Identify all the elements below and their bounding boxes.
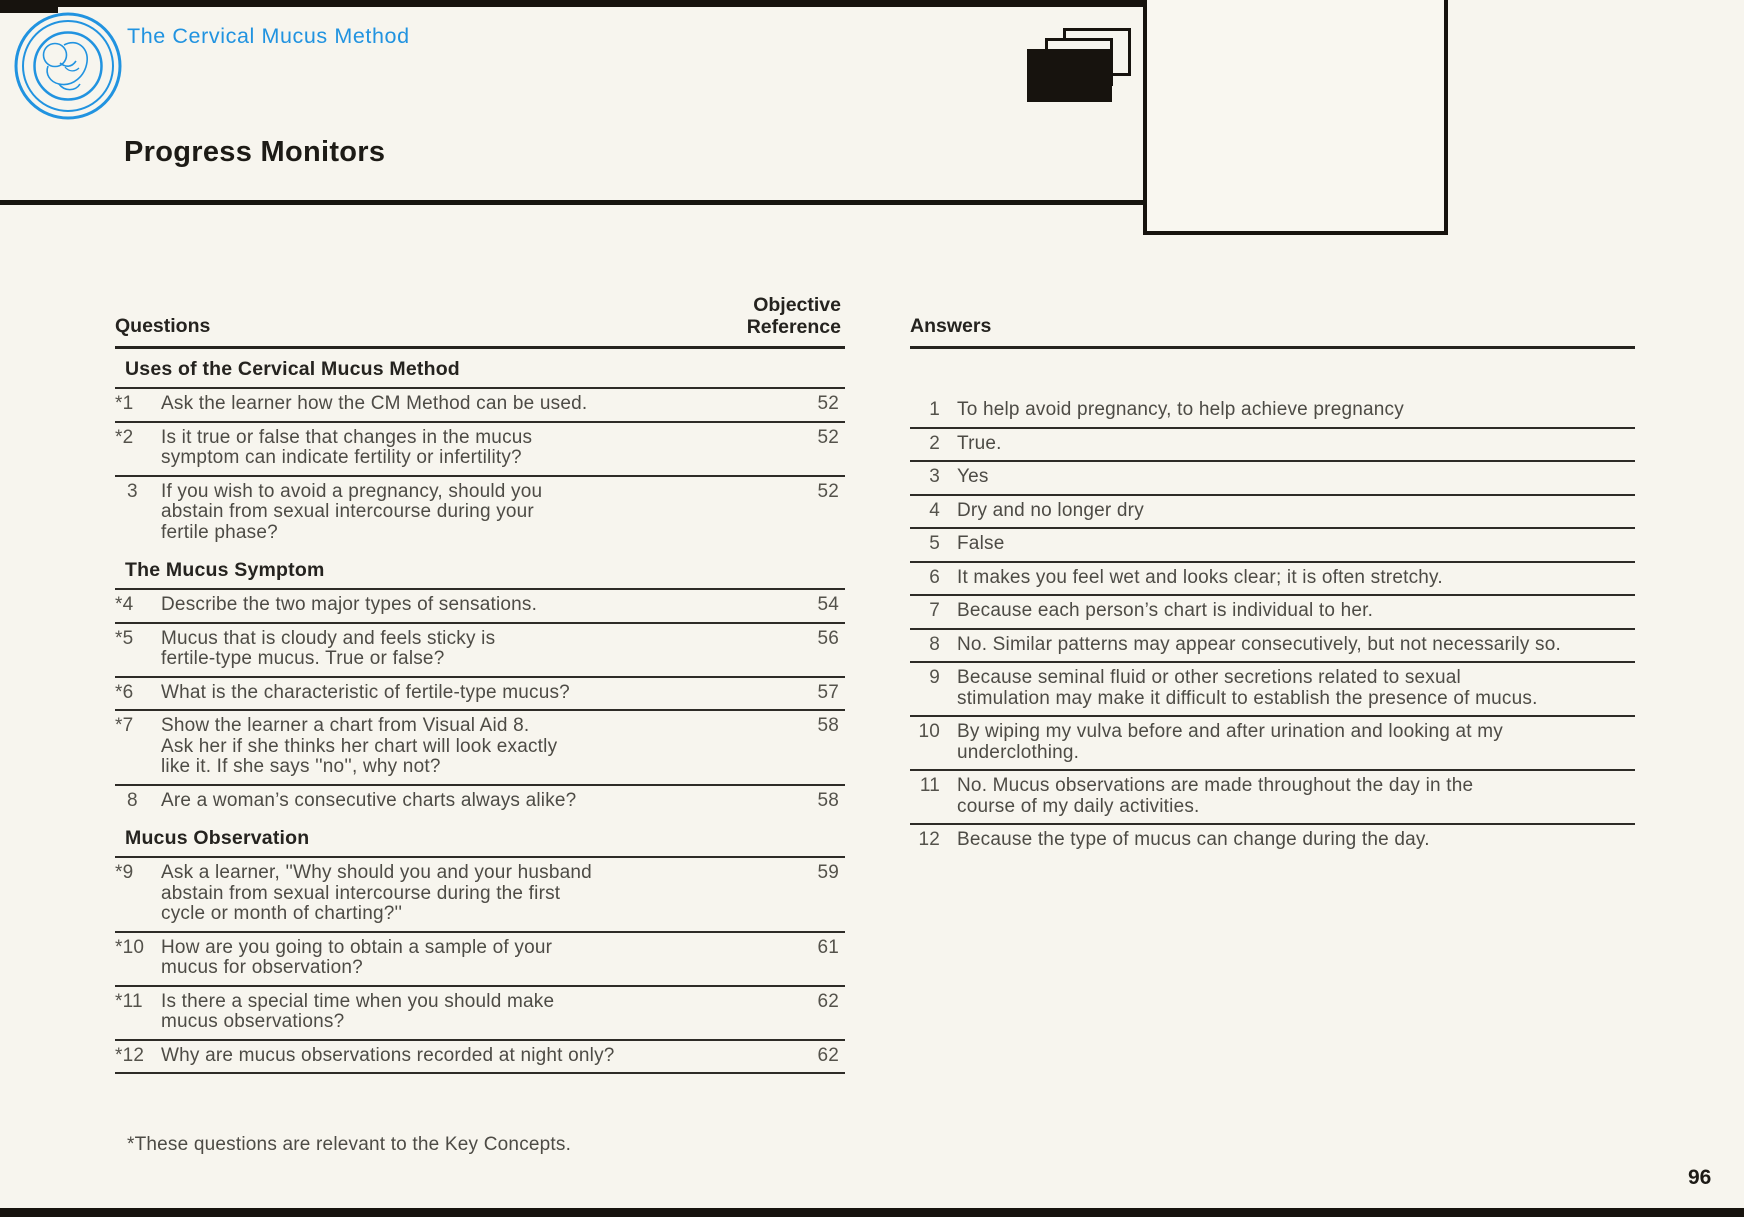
answer-row (910, 596, 1635, 630)
answer-text-line: Because the type of mucus can change during the day. (957, 829, 1430, 850)
question-text-line: Ask a learner, ''Why should you and your husband (161, 862, 592, 883)
answer-text-line: To help avoid pregnancy, to help achieve pregnancy (957, 399, 1404, 420)
question-text (161, 595, 781, 616)
question-number: *9 (115, 862, 134, 883)
question-number: *4 (115, 594, 134, 615)
question-text-line: cycle or month of charting?'' (161, 903, 403, 924)
answer-text-line: stimulation may make it difficult to establish the presence of mucus. (957, 687, 1538, 709)
answer-number: 8 (929, 633, 940, 655)
question-text-line: Is it true or false that changes in the mucus (161, 426, 533, 448)
question-text-line: Ask her if she thinks her chart will look exactly (161, 735, 558, 757)
answer-text (957, 722, 1635, 763)
bottom-edge-bar (0, 1208, 1744, 1217)
answer-number: 2 (929, 432, 940, 454)
page-title: Progress Monitors (124, 136, 386, 168)
answer-row (910, 529, 1635, 563)
question-row (115, 1041, 845, 1075)
answer-text-line: underclothing. (957, 741, 1080, 763)
answer-row (910, 429, 1635, 463)
question-text-line: Describe the two major types of sensations. (161, 594, 538, 615)
answer-number: 1 (929, 399, 940, 420)
answer-row (910, 825, 1635, 857)
question-number: *7 (115, 715, 134, 736)
question-text-line: Is there a special time when you should make (161, 990, 555, 1012)
question-text-line: Mucus that is cloudy and feels sticky is (161, 627, 496, 649)
answer-text (957, 776, 1635, 817)
objective-reference-value: 61 (817, 936, 839, 958)
answer-number: 12 (918, 829, 940, 850)
question-text-line: mucus observations? (161, 1011, 345, 1032)
answer-text-line: False (957, 533, 1005, 554)
answer-text (957, 568, 1635, 589)
answer-text-line: No. Similar patterns may appear consecutively, but not necessarily so. (957, 633, 1561, 655)
card-front-rect (1027, 49, 1112, 102)
question-text (161, 791, 781, 812)
page-number: 96 (1688, 1166, 1712, 1189)
question-row (115, 933, 845, 987)
answer-text-line: course of my daily activities. (957, 795, 1200, 817)
question-number: *5 (115, 627, 134, 649)
answer-text (957, 467, 1635, 488)
objective-reference-value: 57 (817, 681, 839, 703)
answer-number: 4 (929, 499, 940, 521)
questions-column (115, 205, 845, 1074)
answer-text (957, 434, 1635, 455)
question-row (115, 858, 845, 933)
answer-text-line: It makes you feel wet and looks clear; it is often stretchy. (957, 566, 1443, 588)
answer-text-line: Because seminal fluid or other secretions related to sexual (957, 667, 1461, 688)
two-column-content (115, 205, 1635, 1074)
question-text-line: How are you going to obtain a sample of your (161, 936, 553, 958)
questions-header-label: Questions (115, 315, 211, 337)
question-row (115, 477, 845, 547)
objective-reference-value: 58 (817, 715, 839, 736)
objective-reference-header (747, 294, 845, 338)
question-text (161, 992, 781, 1033)
question-text-line: fertile-type mucus. True or false? (161, 648, 445, 669)
objective-reference-value: 54 (817, 594, 839, 615)
question-text (161, 716, 781, 778)
objective-reference-value: 58 (817, 789, 839, 811)
question-number: *6 (115, 681, 134, 703)
question-row (115, 987, 845, 1041)
section-header: Mucus Observation (115, 814, 845, 858)
question-text-line: Why are mucus observations recorded at night only? (161, 1044, 615, 1066)
question-text (161, 629, 781, 670)
answer-number: 7 (929, 600, 940, 621)
answer-row (910, 563, 1635, 597)
answer-number: 6 (929, 566, 940, 588)
answer-text-line: Dry and no longer dry (957, 499, 1144, 521)
answer-text-line: No. Mucus observations are made throughout the day in the (957, 775, 1474, 796)
question-text-line: If you wish to avoid a pregnancy, should you (161, 480, 543, 502)
top-edge-bar (0, 0, 1143, 7)
question-text-line: fertile phase? (161, 521, 278, 543)
question-row (115, 389, 845, 423)
answer-text (957, 501, 1635, 522)
answer-row (910, 630, 1635, 664)
answer-row (910, 496, 1635, 530)
question-text-line: mucus for observation? (161, 957, 363, 978)
question-row (115, 423, 845, 477)
answers-table-body (910, 349, 1635, 857)
brand-title: The Cervical Mucus Method (127, 24, 410, 48)
answer-row (910, 771, 1635, 825)
objective-reference-value: 62 (817, 990, 839, 1012)
answer-text-line: Yes (957, 466, 989, 487)
objective-reference-value: 59 (817, 862, 839, 883)
answer-row (910, 717, 1635, 771)
question-number: 3 (127, 480, 138, 502)
questions-table-body (115, 349, 845, 1074)
section-header: Uses of the Cervical Mucus Method (115, 349, 845, 389)
answers-column-header (910, 205, 1635, 346)
ref-header-line1: Objective (753, 294, 841, 316)
answer-number: 10 (918, 721, 940, 742)
stacked-cards-icon (1027, 28, 1133, 98)
question-row (115, 786, 845, 815)
ref-header-line2: Reference (746, 316, 841, 338)
question-text (161, 683, 781, 704)
answers-header-label: Answers (910, 315, 992, 337)
question-text (161, 482, 781, 544)
question-text (161, 863, 781, 925)
question-text-line: Are a woman’s consecutive charts always alike? (161, 789, 577, 811)
answer-text (957, 601, 1635, 622)
answer-text-line: True. (957, 432, 1002, 454)
question-number: *12 (115, 1044, 145, 1066)
questions-column-header (115, 205, 845, 346)
fetus-in-circle-logo-icon (13, 11, 123, 121)
answers-column (910, 205, 1635, 1074)
objective-reference-value: 62 (817, 1044, 839, 1066)
question-text-line: symptom can indicate fertility or infertility? (161, 447, 522, 468)
question-number: *2 (115, 426, 134, 448)
objective-reference-value: 52 (817, 393, 839, 414)
answer-row (910, 663, 1635, 717)
section-header: The Mucus Symptom (115, 546, 845, 590)
answer-text-line: Because each person’s chart is individual to her. (957, 600, 1374, 621)
question-text-line: abstain from sexual intercourse during the first (161, 882, 561, 904)
answer-text-line: By wiping my vulva before and after urination and looking at my (957, 721, 1503, 742)
objective-reference-value: 56 (817, 627, 839, 649)
answer-number: 9 (929, 667, 940, 688)
question-number: *10 (115, 936, 145, 958)
question-number: *11 (115, 990, 143, 1012)
question-text-line: Ask the learner how the CM Method can be used. (161, 393, 588, 414)
answer-text (957, 668, 1635, 709)
answer-text (957, 400, 1635, 421)
question-text-line: abstain from sexual intercourse during your (161, 501, 534, 522)
answer-row (910, 462, 1635, 496)
question-number: *1 (115, 393, 134, 414)
answer-text (957, 830, 1635, 851)
question-text (161, 428, 781, 469)
answer-number: 3 (929, 466, 940, 487)
objective-reference-value: 52 (817, 426, 839, 448)
question-row (115, 678, 845, 712)
question-text-line: Show the learner a chart from Visual Aid 8. (161, 715, 530, 736)
question-text-line: What is the characteristic of fertile-type mucus? (161, 681, 570, 703)
question-text (161, 394, 781, 415)
question-row (115, 624, 845, 678)
answer-row (910, 395, 1635, 429)
question-text-line: like it. If she says ''no'', why not? (161, 756, 441, 777)
question-number: 8 (127, 789, 138, 811)
answer-number: 5 (929, 533, 940, 554)
question-row (115, 711, 845, 786)
answer-text (957, 534, 1635, 555)
question-row (115, 590, 845, 624)
objective-reference-value: 52 (817, 480, 839, 502)
question-text (161, 938, 781, 979)
answer-number: 11 (919, 775, 940, 796)
corner-tab-box (1143, 0, 1448, 235)
key-concepts-footnote: *These questions are relevant to the Key Concepts. (127, 1134, 572, 1155)
question-text (161, 1046, 781, 1067)
answer-text (957, 635, 1635, 656)
